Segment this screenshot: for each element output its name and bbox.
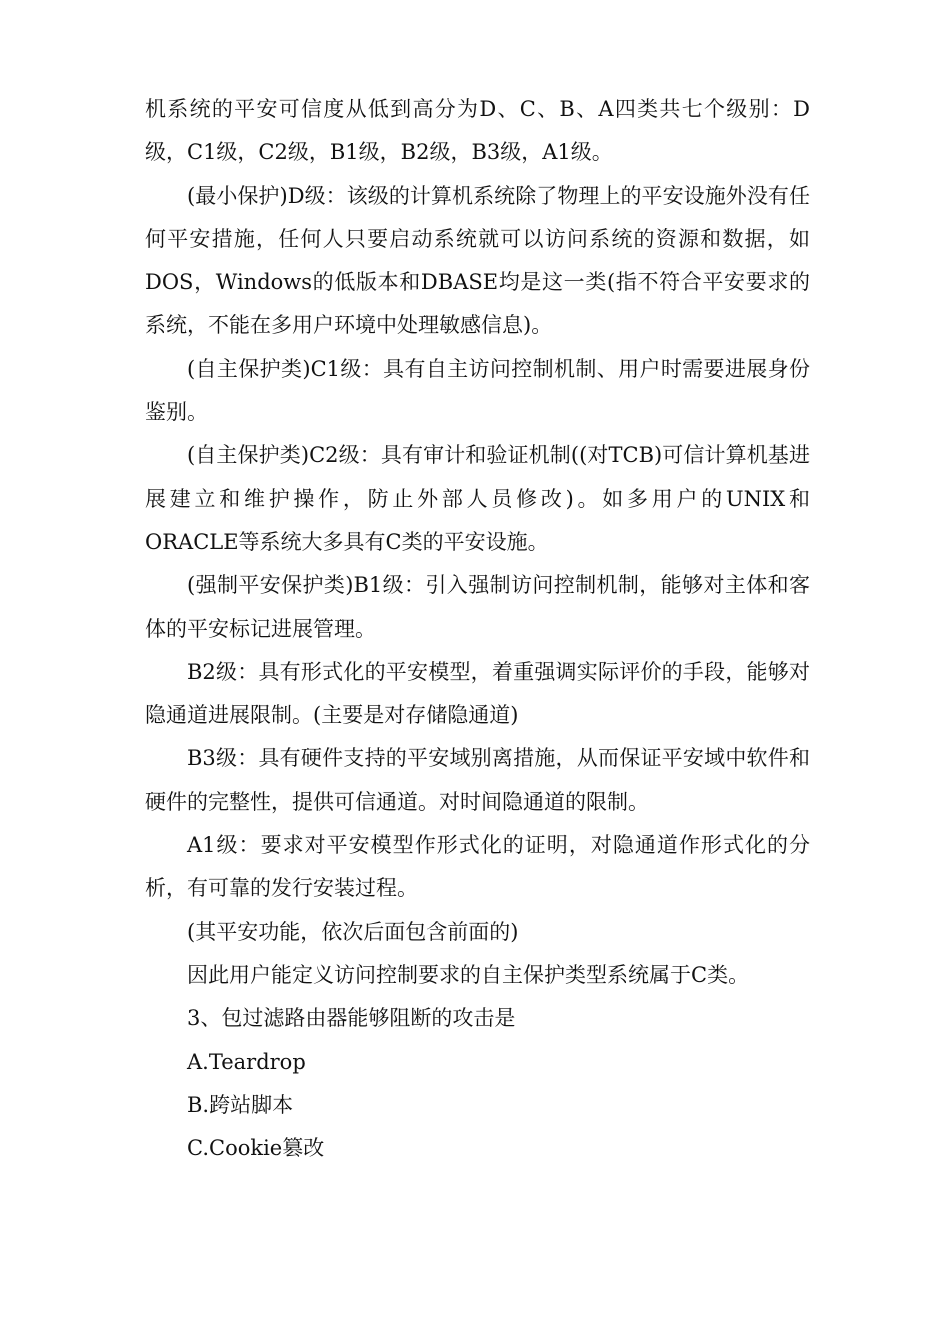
- question-option-c: C.Cookie篡改: [187, 1136, 325, 1161]
- paragraph-level-b2: B2级：具有形式化的平安模型，着重强调实际评价的手段，能够对隐通道进展限制。(主要是对存储隐通道): [145, 659, 810, 728]
- paragraph-level-d: (最小保护)D级：该级的计算机系统除了物理上的平安设施外没有任何平安措施，任何人只要启动系统就可以访问系统的资源和数据，如DOS，Windows的低版本和DBASE均是这一类(指不符合平安要求的系统，不能在多用户环境中处理敏感信息)。: [145, 183, 810, 338]
- paragraph-level-a1: A1级：要求对平安模型作形式化的证明，对隐通道作形式化的分析，有可靠的发行安装过程。: [145, 833, 810, 901]
- paragraph-level-c2: (自主保护类)C2级：具有审计和验证机制((对TCB)可信计算机基进展建立和维护操作，防止外部人员修改)。如多用户的UNIX和ORACLE等系统大多具有C类的平安设施。: [145, 443, 810, 554]
- paragraph-level-c1: (自主保护类)C1级：具有自主访问控制机制、用户时需要进展身份鉴别。: [145, 356, 810, 425]
- paragraph-level-b1: (强制平安保护类)B1级：引入强制访问控制机制，能够对主体和客体的平安标记进展管理。: [145, 573, 810, 641]
- question-option-a: A.Teardrop: [187, 1049, 306, 1074]
- question-stem: 3、包过滤路由器能够阻断的攻击是: [187, 1006, 516, 1031]
- document-page: [145, 88, 810, 1170]
- paragraph-note: (其平安功能，依次后面包含前面的): [187, 919, 519, 944]
- paragraph-level-b3: B3级：具有硬件支持的平安域别离措施，从而保证平安域中软件和硬件的完整性，提供可信通道。对时间隐通道的限制。: [145, 746, 810, 814]
- paragraph-security-levels: 机系统的平安可信度从低到高分为D、C、B、A四类共七个级别：D级，C1级，C2级，B1级，B2级，B3级，A1级。: [145, 97, 810, 165]
- question-option-b: B.跨站脚本: [187, 1092, 294, 1117]
- paragraph-conclusion: 因此用户能定义访问控制要求的自主保护类型系统属于C类。: [187, 962, 750, 987]
